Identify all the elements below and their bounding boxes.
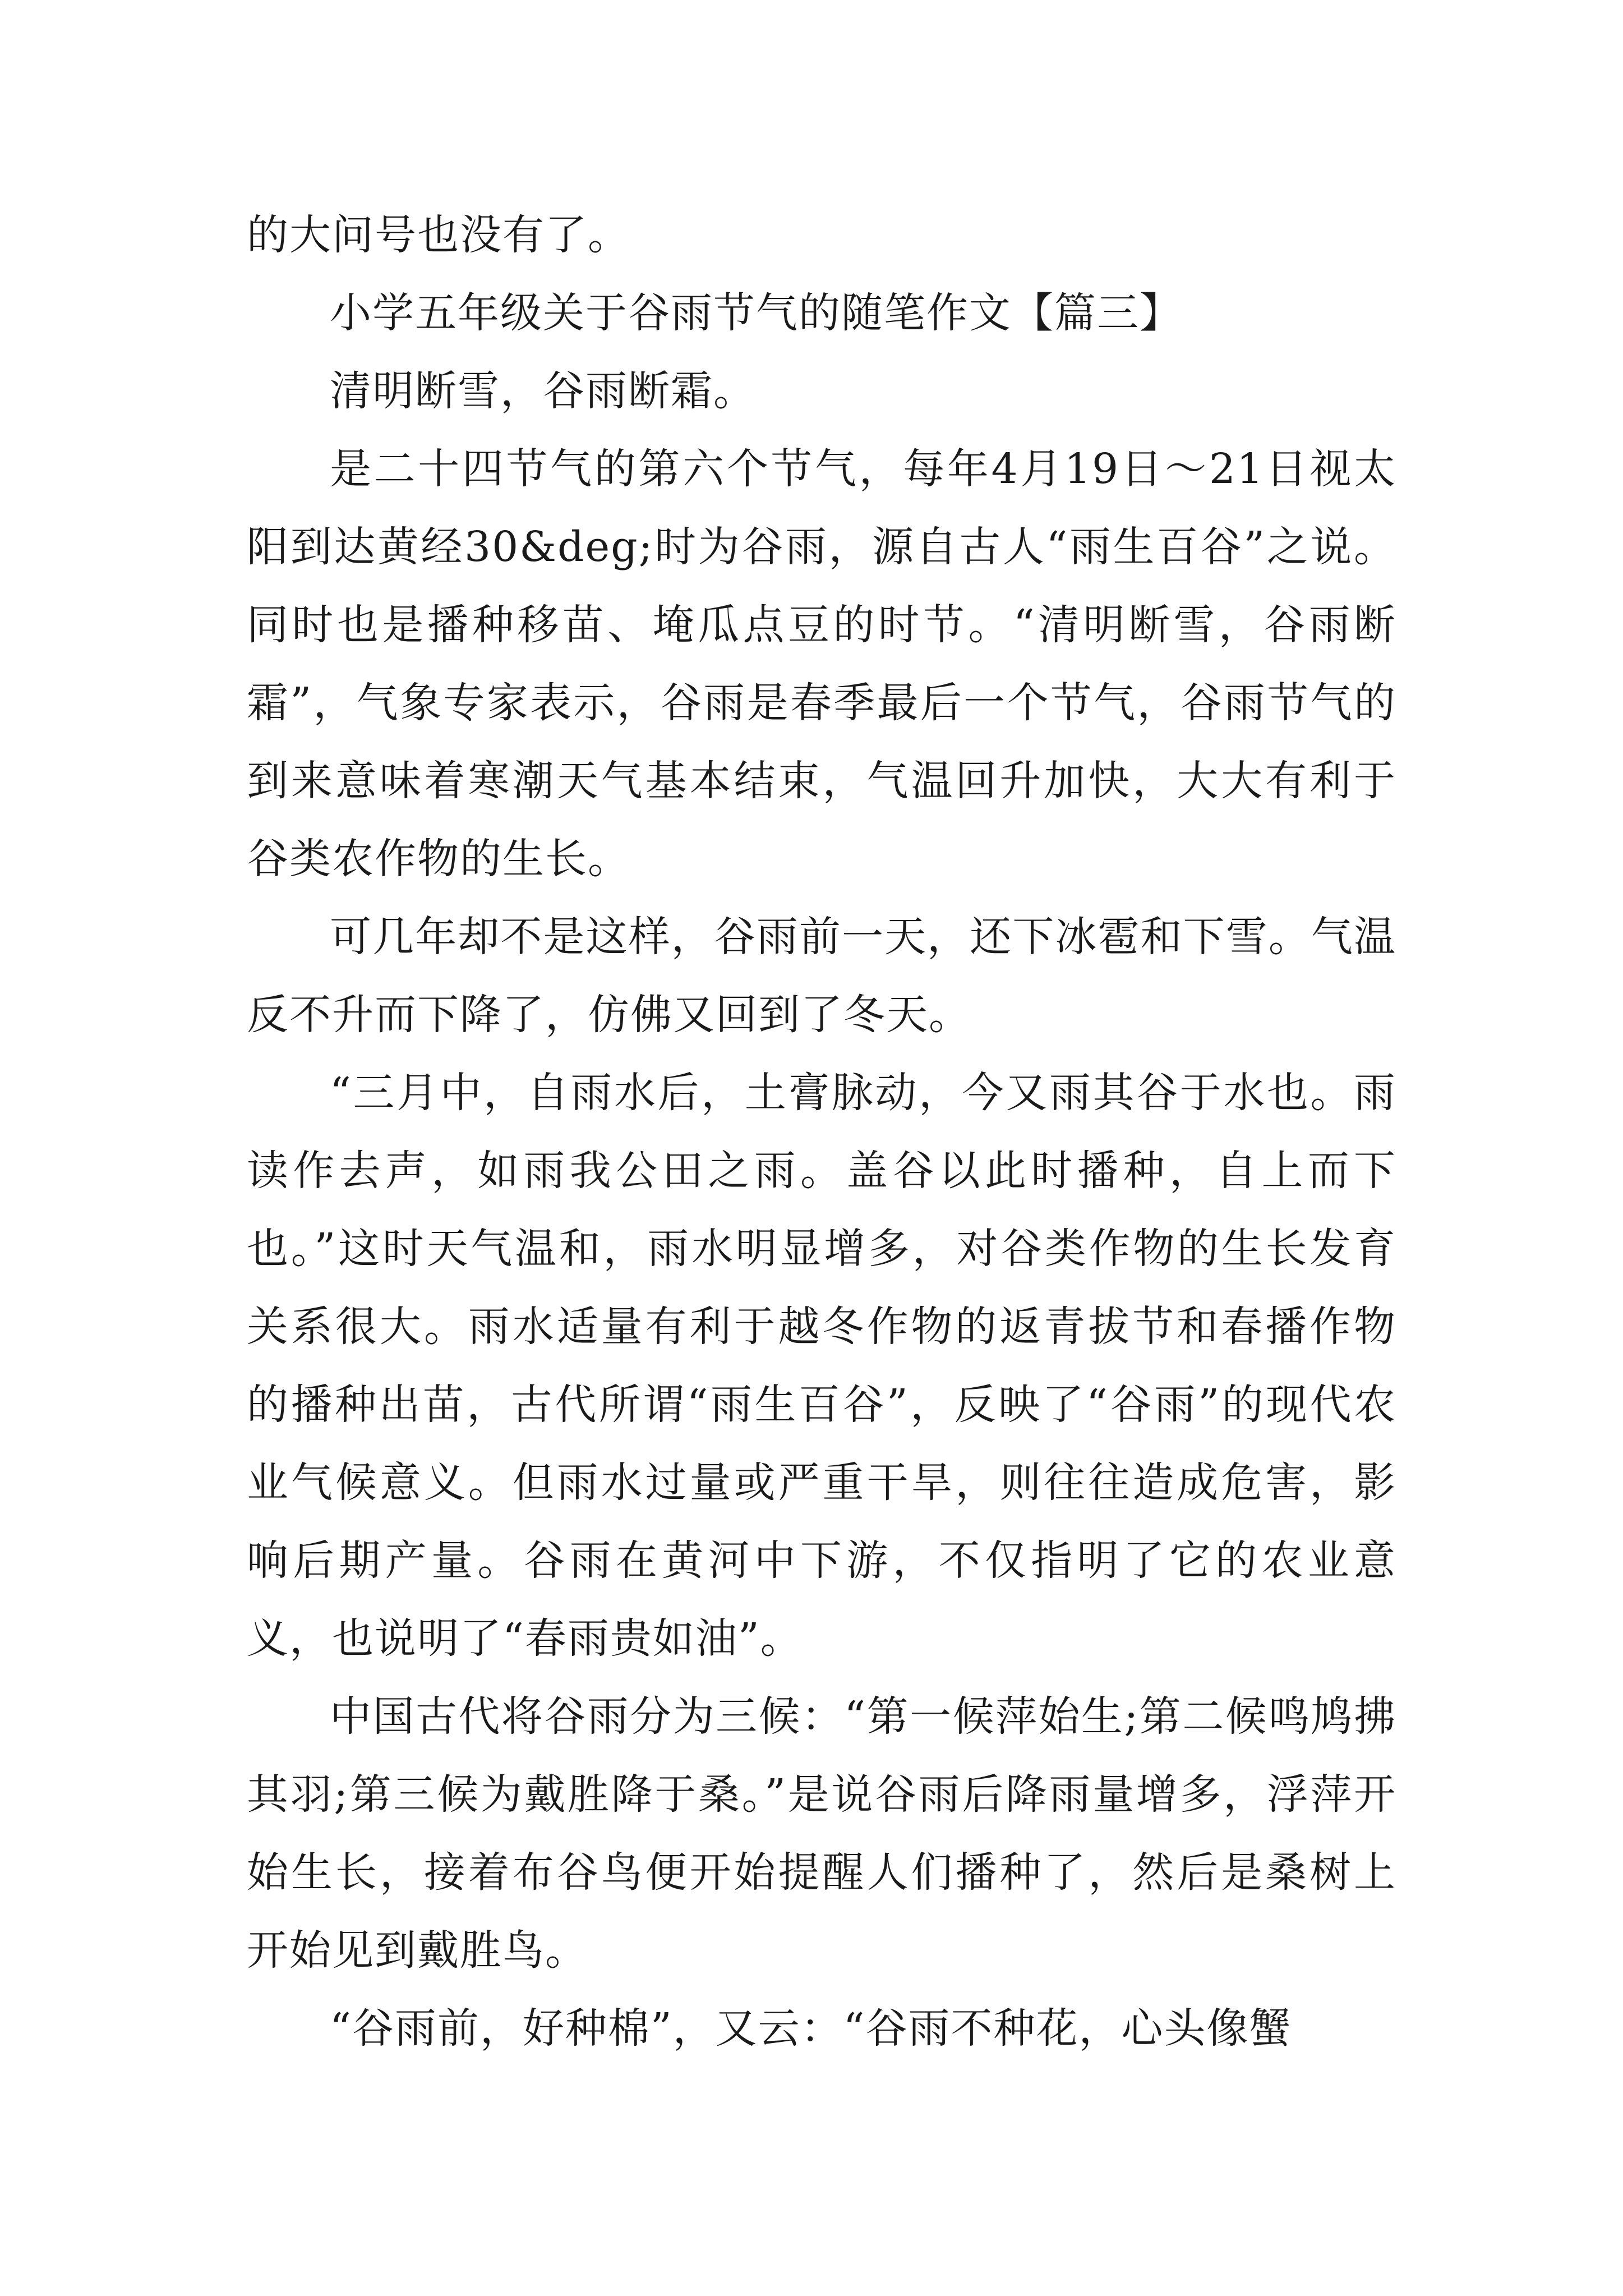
article-body <box>247 196 1396 2068</box>
section-heading: 小学五年级关于谷雨节气的随笔作文【篇三】 <box>330 289 1182 337</box>
paragraph-5: 可几年却不是这样，谷雨前一天，还下冰雹和下雪。气温反不升而下降了，仿佛又回到了冬天。 <box>247 913 1396 1039</box>
paragraph-4: 是二十四节气的第六个节气，每年4月19日～21日视太阳到达黄经30&deg;时为谷雨，源自古人“雨生百谷”之说。同时也是播种移苗、埯瓜点豆的时节。“清明断雪，谷雨断霜”，气象专家表示，谷雨是春季最后一个节气，谷雨节气的到来意味着寒潮天气基本结束，气温回升加快，大大有利于谷类农作物的生长。 <box>247 445 1396 883</box>
paragraph-1: 的大问号也没有了。 <box>247 211 630 259</box>
paragraph-7: 中国古代将谷雨分为三候：“第一候萍始生;第二候鸣鸠拂其羽;第三候为戴胜降于桑。”是说谷雨后降雨量增多，浮萍开始生长，接着布谷鸟便开始提醒人们播种了，然后是桑树上开始见到戴胜鸟。 <box>247 1692 1396 1975</box>
paragraph-3: 清明断雪，谷雨断霜。 <box>330 367 756 415</box>
paragraph-8: “谷雨前，好种棉”，又云：“谷雨不种花，心头像蟹 <box>330 2004 1292 2053</box>
paragraph-6: “三月中，自雨水后，土膏脉动，今又雨其谷于水也。雨读作去声，如雨我公田之雨。盖谷以此时播种，自上而下也。”这时天气温和，雨水明显增多，对谷类作物的生长发育关系很大。雨水适量有利于越冬作物的返青拔节和春播作物的播种出苗，古代所谓“雨生百谷”，反映了“谷雨”的现代农业气候意义。但雨水过量或严重干旱，则往往造成危害，影响后期产量。谷雨在黄河中下游，不仅指明了它的农业意义，也说明了“春雨贵如油”。 <box>247 1069 1396 1663</box>
